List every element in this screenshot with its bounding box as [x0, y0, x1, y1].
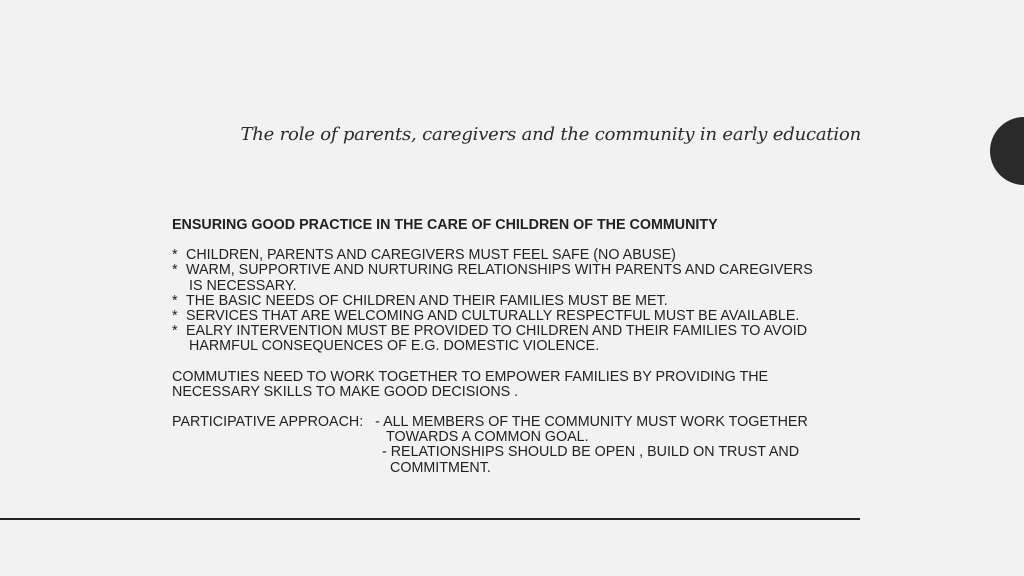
bullet-continuation: IS NECESSARY. — [189, 277, 297, 294]
approach-item: - RELATIONSHIPS SHOULD BE OPEN , BUILD ON TRUST AND — [382, 444, 800, 461]
slide-title: The role of parents, caregivers and the community in early education — [240, 124, 861, 145]
bullet-item — [172, 324, 862, 339]
bullet-text: WARM, SUPPORTIVE AND NURTURING RELATIONSHIPS WITH PARENTS AND CAREGIVERS — [186, 262, 813, 279]
bullet-text: EALRY INTERVENTION MUST BE PROVIDED TO CHILDREN AND THEIR FAMILIES TO AVOID — [186, 323, 808, 340]
bullet-item — [172, 309, 862, 324]
bullet-marker: * — [172, 323, 178, 340]
slide-body — [172, 218, 862, 476]
bullet-item — [172, 294, 862, 309]
bottom-divider — [0, 518, 860, 520]
bullet-text: SERVICES THAT ARE WELCOMING AND CULTURALLY RESPECTFUL MUST BE AVAILABLE. — [186, 308, 800, 325]
bullet-item — [172, 263, 862, 278]
approach-item-continuation: TOWARDS A COMMON GOAL. — [386, 429, 589, 446]
bullet-continuation: HARMFUL CONSEQUENCES OF E.G. DOMESTIC VIOLENCE. — [189, 338, 600, 355]
community-paragraph — [172, 370, 862, 400]
bullet-marker: * — [172, 308, 178, 325]
bullet-text: CHILDREN, PARENTS AND CAREGIVERS MUST FEEL SAFE (NO ABUSE) — [186, 247, 676, 264]
decorative-circle — [990, 117, 1024, 185]
paragraph-line: COMMUTIES NEED TO WORK TOGETHER TO EMPOWER FAMILIES BY PROVIDING THE — [172, 368, 769, 385]
approach-label: PARTICIPATIVE APPROACH: — [172, 414, 364, 431]
bullet-marker: * — [172, 292, 178, 309]
bullet-text: THE BASIC NEEDS OF CHILDREN AND THEIR FAMILIES MUST BE MET. — [186, 292, 668, 309]
approach-item: - ALL MEMBERS OF THE COMMUNITY MUST WORK TOGETHER — [375, 414, 808, 431]
bullet-marker: * — [172, 247, 178, 264]
section-heading: ENSURING GOOD PRACTICE IN THE CARE OF CHILDREN OF THE COMMUNITY — [172, 217, 718, 233]
participative-approach — [172, 415, 862, 476]
bullet-list — [172, 248, 862, 354]
paragraph-line: NECESSARY SKILLS TO MAKE GOOD DECISIONS . — [172, 383, 519, 400]
bullet-item — [172, 248, 862, 263]
bullet-marker: * — [172, 262, 178, 279]
approach-item-continuation: COMMITMENT. — [390, 459, 491, 476]
